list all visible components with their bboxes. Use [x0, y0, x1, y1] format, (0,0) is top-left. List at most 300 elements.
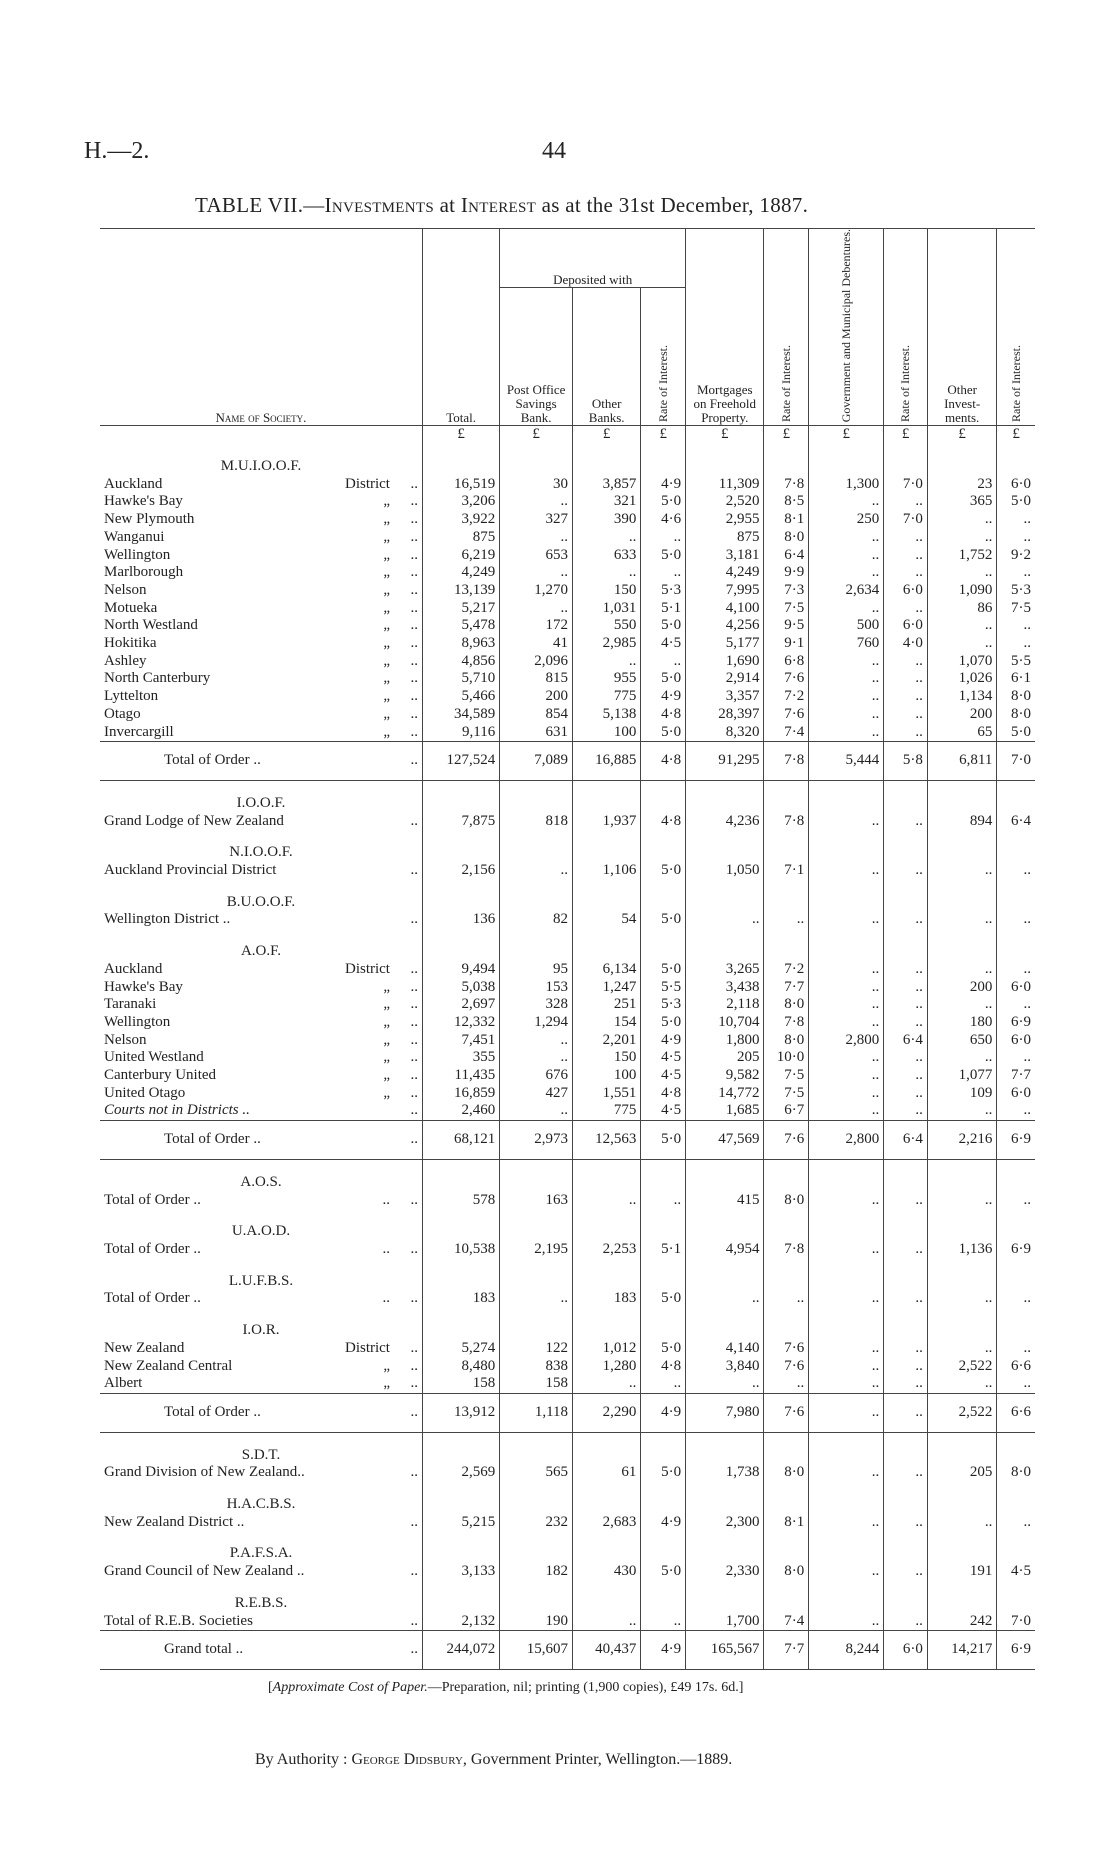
value-cell: 8·0 — [764, 1192, 809, 1210]
value-cell: 6·0 — [997, 476, 1035, 494]
value-cell: 4·9 — [641, 688, 686, 706]
table-row — [100, 1613, 1035, 1631]
value-cell: 1,685 — [686, 1102, 764, 1120]
value-cell: 5,444 — [809, 742, 884, 781]
value-cell: 5·0 — [641, 724, 686, 742]
empty-cell — [884, 1482, 928, 1514]
row-name-cell — [100, 1085, 422, 1103]
col-header-rate-4: Rate of Interest. — [997, 229, 1035, 426]
empty-cell — [809, 1308, 884, 1340]
footnote-italic: Approximate Cost of Paper. — [272, 1680, 428, 1695]
value-cell: 65 — [927, 724, 996, 742]
value-cell: 10·0 — [764, 1049, 809, 1067]
value-cell: 2,216 — [927, 1121, 996, 1160]
row-name-cell — [100, 617, 422, 635]
value-cell: .. — [884, 979, 928, 997]
value-cell: 4,249 — [686, 564, 764, 582]
empty-cell — [997, 1308, 1035, 1340]
value-cell: 9,116 — [422, 724, 499, 742]
value-cell: 5·0 — [641, 911, 686, 929]
value-cell: 4·9 — [641, 1393, 686, 1432]
society-heading-row — [100, 1209, 1035, 1241]
empty-cell — [764, 929, 809, 961]
empty-cell — [500, 880, 573, 912]
empty-cell — [422, 1531, 499, 1563]
value-cell: .. — [884, 1340, 928, 1358]
table-row — [100, 724, 1035, 742]
value-cell: .. — [997, 1514, 1035, 1532]
value-cell: 1,090 — [927, 582, 996, 600]
row-district-mark: „ — [383, 1375, 390, 1392]
row-name-cell — [100, 996, 422, 1014]
table-row — [100, 547, 1035, 565]
empty-cell — [809, 444, 884, 476]
value-cell: .. — [884, 1613, 928, 1631]
row-label: Otago — [104, 705, 141, 722]
value-cell: 153 — [500, 979, 573, 997]
value-cell: 1,280 — [573, 1358, 641, 1376]
empty-cell — [686, 880, 764, 912]
row-name-cell — [100, 706, 422, 724]
printer-name: George Didsbury — [351, 1751, 463, 1768]
value-cell: 232 — [500, 1514, 573, 1532]
value-cell: .. — [809, 529, 884, 547]
row-leader-dots: .. — [410, 1641, 418, 1658]
value-cell: 2,569 — [422, 1464, 499, 1482]
society-heading-row — [100, 1159, 1035, 1191]
value-cell: .. — [809, 1358, 884, 1376]
society-heading: P.A.F.S.A. — [229, 1545, 293, 1562]
value-cell: 6·0 — [997, 1085, 1035, 1103]
value-cell: 430 — [573, 1563, 641, 1581]
col-header-post-office: Post Office Savings Bank. — [500, 287, 573, 425]
value-cell: 2,330 — [686, 1563, 764, 1581]
row-name-cell — [100, 742, 422, 781]
unit-cell: £ — [500, 426, 573, 444]
empty-cell — [686, 1482, 764, 1514]
row-label-spacer — [243, 1641, 396, 1659]
row-leader-dots: .. — [410, 688, 418, 705]
value-cell: 5·5 — [641, 979, 686, 997]
empty-cell — [809, 1482, 884, 1514]
value-cell: 150 — [573, 582, 641, 600]
table-row — [100, 617, 1035, 635]
authority-suffix: , Government Printer, Wellington.—1889. — [462, 1751, 733, 1768]
table-row — [100, 1014, 1035, 1032]
value-cell: 4·8 — [641, 813, 686, 831]
value-cell: 10,538 — [422, 1241, 499, 1259]
empty-cell — [500, 929, 573, 961]
row-leader-dots: .. — [410, 1464, 418, 1481]
society-heading-row — [100, 1308, 1035, 1340]
value-cell: 550 — [573, 617, 641, 635]
empty-cell — [927, 1259, 996, 1291]
value-cell: 2,132 — [422, 1613, 499, 1631]
value-cell: 2,800 — [809, 1121, 884, 1160]
value-cell: .. — [500, 1290, 573, 1308]
row-label: North Westland — [104, 617, 198, 634]
row-label: Auckland — [104, 960, 163, 977]
value-cell: .. — [884, 1014, 928, 1032]
row-name-cell — [100, 1102, 422, 1120]
table-row — [100, 582, 1035, 600]
row-name-cell — [100, 1393, 422, 1432]
empty-cell — [422, 1482, 499, 1514]
value-cell: 7·0 — [884, 511, 928, 529]
value-cell: 7·4 — [764, 1613, 809, 1631]
empty-cell — [641, 880, 686, 912]
value-cell: 200 — [500, 688, 573, 706]
value-cell: 40,437 — [573, 1631, 641, 1670]
value-cell: 7·5 — [997, 600, 1035, 618]
value-cell: .. — [927, 511, 996, 529]
cost-footnote: [Approximate Cost of Paper.—Preparation, nil; printing (1,900 copies), £49 17s. 6d.] — [268, 1680, 744, 1695]
value-cell: 8·0 — [997, 1464, 1035, 1482]
value-cell: 47,569 — [686, 1121, 764, 1160]
value-cell: 1,026 — [927, 670, 996, 688]
value-cell: 5,478 — [422, 617, 499, 635]
value-cell: 7·0 — [884, 476, 928, 494]
value-cell: 1,294 — [500, 1014, 573, 1032]
value-cell: 5·3 — [997, 582, 1035, 600]
row-district-mark: „ — [383, 599, 390, 616]
empty-cell — [764, 444, 809, 476]
empty-cell — [500, 1482, 573, 1514]
value-cell: 4·5 — [641, 635, 686, 653]
empty-cell — [997, 1259, 1035, 1291]
row-label: Wanganui — [104, 528, 165, 545]
society-heading: B.U.O.O.F. — [226, 893, 296, 910]
value-cell: 6·4 — [997, 813, 1035, 831]
value-cell: .. — [500, 529, 573, 547]
value-cell: .. — [884, 706, 928, 724]
value-cell: .. — [927, 996, 996, 1014]
row-name-cell — [100, 1192, 422, 1210]
society-heading: H.A.C.B.S. — [226, 1496, 296, 1513]
row-name-cell — [100, 911, 422, 929]
value-cell: .. — [809, 1241, 884, 1259]
row-name-cell — [100, 582, 422, 600]
table-row — [100, 1085, 1035, 1103]
value-cell: 6·4 — [884, 1032, 928, 1050]
value-cell: .. — [997, 961, 1035, 979]
row-label: Wellington — [104, 546, 171, 563]
empty-cell — [500, 1159, 573, 1191]
empty-cell — [997, 1581, 1035, 1613]
value-cell: 4·9 — [641, 1631, 686, 1670]
table-row — [100, 670, 1035, 688]
value-cell: .. — [927, 862, 996, 880]
value-cell: .. — [884, 1192, 928, 1210]
value-cell: .. — [884, 1358, 928, 1376]
table-body — [100, 426, 1035, 1670]
value-cell: .. — [641, 1192, 686, 1210]
value-cell: .. — [997, 617, 1035, 635]
empty-cell — [641, 830, 686, 862]
value-cell: .. — [809, 724, 884, 742]
value-cell: 328 — [500, 996, 573, 1014]
empty-cell — [884, 1308, 928, 1340]
value-cell: 894 — [927, 813, 996, 831]
row-label-spacer — [261, 1131, 396, 1149]
row-district-mark: „ — [383, 1084, 390, 1101]
value-cell: 9·2 — [997, 547, 1035, 565]
row-district-mark: „ — [383, 493, 390, 510]
row-name-cell — [100, 688, 422, 706]
value-cell: .. — [809, 961, 884, 979]
value-cell: 6·9 — [997, 1631, 1035, 1670]
value-cell: .. — [809, 1192, 884, 1210]
row-label: Lyttelton — [104, 688, 159, 705]
unit-cell: £ — [641, 426, 686, 444]
value-cell: 3,265 — [686, 961, 764, 979]
value-cell: 5,710 — [422, 670, 499, 688]
empty-cell — [809, 1259, 884, 1291]
value-cell: 28,397 — [686, 706, 764, 724]
row-district-mark: „ — [383, 1031, 390, 1048]
value-cell: 6·6 — [997, 1393, 1035, 1432]
value-cell: .. — [809, 862, 884, 880]
value-cell: 8,244 — [809, 1631, 884, 1670]
footnote-text: —Preparation, nil; printing (1,900 copies), £49 17s. 6d. — [427, 1680, 739, 1695]
value-cell: 5·0 — [997, 724, 1035, 742]
value-cell: 2,634 — [809, 582, 884, 600]
value-cell: 7·5 — [764, 1067, 809, 1085]
value-cell: 8·1 — [764, 1514, 809, 1532]
value-cell: .. — [573, 564, 641, 582]
value-cell: 7·7 — [764, 979, 809, 997]
value-cell: 1,800 — [686, 1032, 764, 1050]
page-number: 44 — [542, 138, 566, 164]
row-leader-dots: .. — [410, 635, 418, 652]
table-row — [100, 996, 1035, 1014]
empty-cell — [422, 1432, 499, 1464]
value-cell: 7·2 — [764, 961, 809, 979]
value-cell: 8,320 — [686, 724, 764, 742]
value-cell: .. — [997, 996, 1035, 1014]
row-leader-dots: .. — [410, 617, 418, 634]
table-row — [100, 813, 1035, 831]
value-cell: 2,522 — [927, 1358, 996, 1376]
empty-cell — [997, 444, 1035, 476]
value-cell: 4·9 — [641, 1032, 686, 1050]
value-cell: .. — [884, 1085, 928, 1103]
value-cell: .. — [884, 1049, 928, 1067]
value-cell: .. — [927, 1375, 996, 1393]
value-cell: 5·0 — [997, 493, 1035, 511]
empty-cell — [997, 1209, 1035, 1241]
value-cell: .. — [884, 688, 928, 706]
row-label: Hokitika — [104, 635, 157, 652]
row-name-cell — [100, 1613, 422, 1631]
value-cell: .. — [809, 996, 884, 1014]
total-row — [100, 1393, 1035, 1432]
value-cell: 1,012 — [573, 1340, 641, 1358]
value-cell: 4·5 — [641, 1067, 686, 1085]
value-cell: 15,607 — [500, 1631, 573, 1670]
row-leader-dots: .. — [410, 1191, 418, 1208]
empty-cell — [686, 1432, 764, 1464]
empty-cell — [573, 880, 641, 912]
empty-cell — [573, 1581, 641, 1613]
value-cell: 875 — [422, 529, 499, 547]
value-cell: .. — [884, 529, 928, 547]
row-name-cell — [100, 1375, 422, 1393]
value-cell: 2,955 — [686, 511, 764, 529]
row-district-mark: District — [344, 960, 390, 977]
value-cell: 5·0 — [641, 1014, 686, 1032]
value-cell: .. — [809, 911, 884, 929]
value-cell: .. — [884, 1514, 928, 1532]
empty-cell — [927, 830, 996, 862]
value-cell: 1,270 — [500, 582, 573, 600]
empty-cell — [422, 780, 499, 812]
value-cell: 2,522 — [927, 1393, 996, 1432]
value-cell: 7·3 — [764, 582, 809, 600]
value-cell: 2,520 — [686, 493, 764, 511]
table-row — [100, 635, 1035, 653]
row-name-cell — [100, 1563, 422, 1581]
empty-cell — [686, 1259, 764, 1291]
value-cell: .. — [641, 1375, 686, 1393]
value-cell: .. — [764, 1375, 809, 1393]
row-name-cell — [100, 1358, 422, 1376]
table-row — [100, 600, 1035, 618]
value-cell: 7,089 — [500, 742, 573, 781]
row-label-spacer — [261, 752, 396, 770]
value-cell: 415 — [686, 1192, 764, 1210]
row-label: Wellington — [104, 1013, 171, 1030]
value-cell: 1,031 — [573, 600, 641, 618]
value-cell: 5,177 — [686, 635, 764, 653]
value-cell: .. — [809, 706, 884, 724]
value-cell: 5·0 — [641, 1340, 686, 1358]
value-cell: 12,563 — [573, 1121, 641, 1160]
value-cell: 5,138 — [573, 706, 641, 724]
value-cell: 565 — [500, 1464, 573, 1482]
empty-cell — [764, 1308, 809, 1340]
row-district-mark: „ — [383, 528, 390, 545]
empty-cell — [422, 1581, 499, 1613]
value-cell: 1,050 — [686, 862, 764, 880]
table-row — [100, 529, 1035, 547]
value-cell: 8·0 — [764, 1032, 809, 1050]
col-header-rate-2: Rate of Interest. — [764, 229, 809, 426]
row-leader-dots: .. — [410, 752, 418, 769]
value-cell: 321 — [573, 493, 641, 511]
table-title — [195, 193, 808, 218]
value-cell: 5·0 — [641, 547, 686, 565]
total-row — [100, 1121, 1035, 1160]
row-label: Total of Order .. — [164, 752, 261, 769]
value-cell: 86 — [927, 600, 996, 618]
empty-cell — [884, 880, 928, 912]
row-leader-dots: .. — [410, 546, 418, 563]
table-row — [100, 476, 1035, 494]
row-leader-dots: .. — [410, 564, 418, 581]
value-cell: 6·0 — [997, 979, 1035, 997]
value-cell: 5·0 — [641, 670, 686, 688]
value-cell: 7·6 — [764, 1121, 809, 1160]
row-leader-dots: .. — [410, 1067, 418, 1084]
empty-cell — [422, 1259, 499, 1291]
value-cell: .. — [884, 911, 928, 929]
title-word-investments: Investments — [324, 193, 435, 217]
value-cell: .. — [764, 911, 809, 929]
value-cell: .. — [884, 653, 928, 671]
value-cell: 16,885 — [573, 742, 641, 781]
value-cell: 2,683 — [573, 1514, 641, 1532]
row-name-cell — [100, 476, 422, 494]
row-name-cell — [100, 1014, 422, 1032]
table-row — [100, 961, 1035, 979]
value-cell: .. — [884, 1241, 928, 1259]
value-cell: .. — [927, 617, 996, 635]
row-name-cell — [100, 979, 422, 997]
empty-cell — [422, 444, 499, 476]
empty-cell — [927, 929, 996, 961]
value-cell: .. — [809, 1613, 884, 1631]
value-cell: 154 — [573, 1014, 641, 1032]
value-cell: 3,840 — [686, 1358, 764, 1376]
table-row — [100, 1067, 1035, 1085]
empty-cell — [686, 1581, 764, 1613]
row-label: New Plymouth — [104, 511, 195, 528]
row-label: Total of Order .. — [164, 1403, 261, 1420]
value-cell: 1,136 — [927, 1241, 996, 1259]
value-cell: 7·7 — [997, 1067, 1035, 1085]
value-cell: 4·5 — [641, 1049, 686, 1067]
empty-cell — [641, 1159, 686, 1191]
value-cell: 6,219 — [422, 547, 499, 565]
value-cell: 1,106 — [573, 862, 641, 880]
value-cell: 6·0 — [884, 582, 928, 600]
table-row — [100, 688, 1035, 706]
empty-cell — [641, 444, 686, 476]
row-leader-dots: .. — [410, 1084, 418, 1101]
row-name-cell — [100, 511, 422, 529]
row-name-cell — [100, 813, 422, 831]
value-cell: .. — [809, 1393, 884, 1432]
col-header-name: Name of Society. — [100, 229, 422, 426]
title-prefix: TABLE VII.— — [195, 193, 325, 217]
empty-cell — [573, 929, 641, 961]
value-cell: 7,995 — [686, 582, 764, 600]
row-leader-dots: .. — [410, 670, 418, 687]
row-label: Taranaki — [104, 996, 157, 1013]
value-cell: 5·3 — [641, 996, 686, 1014]
value-cell: 2,195 — [500, 1241, 573, 1259]
society-heading-row — [100, 1259, 1035, 1291]
row-district-mark: „ — [383, 978, 390, 995]
empty-cell — [641, 1209, 686, 1241]
value-cell: 183 — [573, 1290, 641, 1308]
row-name-cell — [100, 961, 422, 979]
row-district-mark: „ — [383, 996, 390, 1013]
value-cell: .. — [997, 1290, 1035, 1308]
authority-prefix: By Authority : — [255, 1751, 352, 1768]
row-leader-dots: .. — [410, 723, 418, 740]
value-cell: 7,451 — [422, 1032, 499, 1050]
value-cell: 3,857 — [573, 476, 641, 494]
empty-cell — [641, 1259, 686, 1291]
value-cell: 6·9 — [997, 1241, 1035, 1259]
row-name-cell — [100, 724, 422, 742]
row-district-mark: „ — [383, 1049, 390, 1066]
empty-cell — [927, 444, 996, 476]
value-cell: .. — [927, 1192, 996, 1210]
unit-cell: £ — [573, 426, 641, 444]
